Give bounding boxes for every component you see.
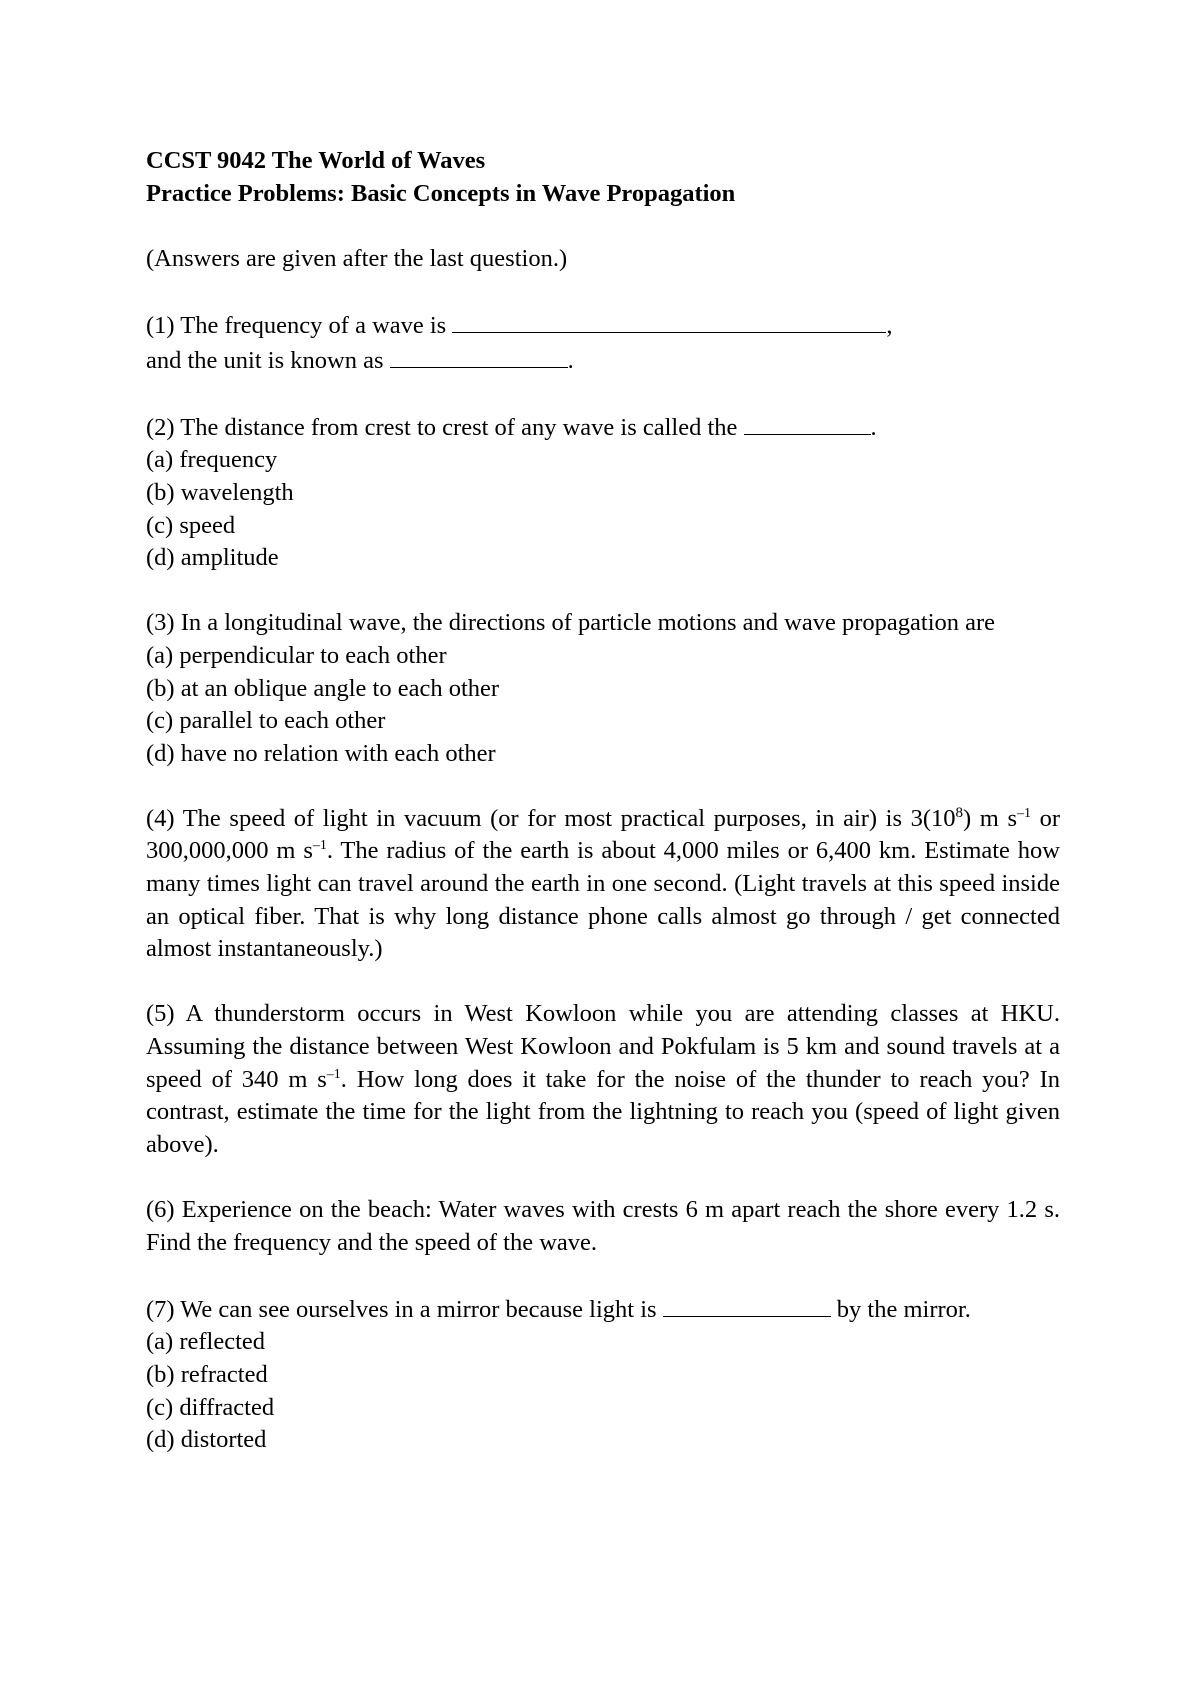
question-2-option: (b) wavelength: [146, 478, 294, 506]
question-1-text: (1) The frequency of a wave is: [146, 311, 447, 339]
question-2-option: (c) speed: [146, 511, 236, 539]
question-1-line-2: [146, 343, 1060, 378]
question-7-option: (c) diffracted: [146, 1393, 275, 1421]
question-4-text-c: m s: [979, 804, 1017, 832]
question-2-option: (d) amplitude: [146, 544, 279, 572]
question-3: [146, 607, 1060, 770]
question-3-option: (c) parallel to each other: [146, 707, 386, 735]
question-3-option: (b) at an oblique angle to each other: [146, 674, 500, 702]
question-5-text-b: . How long does it take for the noise of the thunder to reach you? In contrast, estimate the time for the light from the lightning to reach you (speed of light given above).: [146, 1065, 1060, 1158]
answer-blank-crest: [744, 410, 871, 435]
exponent-neg1: –1: [326, 1066, 341, 1082]
question-5: [146, 998, 1060, 1161]
answers-note: (Answers are given after the last question.): [146, 244, 568, 272]
course-title: CCST 9042 The World of Waves: [146, 147, 486, 174]
question-6: (6) Experience on the beach: Water waves with crests 6 m apart reach the shore every 1.2 s. Find the frequency and the speed of the wave.: [146, 1196, 1060, 1256]
question-7-option: (b) refracted: [146, 1360, 268, 1388]
question-7-option: (a) reflected: [146, 1328, 265, 1356]
question-2-period: .: [870, 413, 877, 441]
question-1-period: .: [567, 346, 574, 374]
question-4-text-e: . The radius of the earth is about 4,000 miles or 6,400 km. Estimate how many times light can travel around the earth in one second. (Light travels at this speed inside an optical fiber. That is why long distance phone calls almost go through / get connected almost instantaneously.): [146, 837, 1061, 963]
question-1: [146, 308, 1060, 377]
question-3-option: (a) perpendicular to each other: [146, 641, 447, 669]
question-3-option: (d) have no relation with each other: [146, 739, 496, 767]
question-7: [146, 1292, 1060, 1457]
question-4-text-d: or 300,000,000 m s: [146, 804, 1060, 865]
document-page: [146, 145, 1060, 1457]
question-1-unit-text: and the unit is known as: [146, 346, 384, 374]
question-7-stem: [146, 1292, 1060, 1327]
question-7-text-a: (7) We can see ourselves in a mirror because light is: [146, 1295, 657, 1323]
question-2-stem-line: [146, 410, 1060, 445]
document-subtitle: Practice Problems: Basic Concepts in Wave Propagation: [146, 179, 736, 207]
answer-blank-unit: [390, 343, 568, 368]
answer-blank-frequency: [452, 308, 886, 333]
question-7-option: (d) distorted: [146, 1426, 267, 1454]
answer-blank-mirror: [663, 1292, 831, 1317]
exponent-8: 8: [955, 804, 964, 821]
exponent-neg1: –1: [312, 838, 327, 854]
question-5-text-a: (5) A thunderstorm occurs in West Kowloon while you are attending classes at HKU. Assuming the distance between West Kowloon and Pokfulam is 5 km and sound travels at a speed of 340 m s: [146, 1000, 1060, 1093]
question-4-text-a: (4) The speed of light in vacuum (or for most practical purposes, in air) is 3(10: [146, 804, 956, 832]
question-3-stem: (3) In a longitudinal wave, the directions of particle motions and wave propagation are: [146, 609, 996, 637]
exponent-neg1: –1: [1016, 805, 1031, 821]
question-2-option: (a) frequency: [146, 446, 278, 474]
question-1-comma: ,: [886, 311, 893, 339]
question-1-line-1: [146, 308, 1060, 343]
question-4-text-b: ): [963, 804, 972, 832]
question-4: [146, 803, 1060, 966]
question-2-stem: (2) The distance from crest to crest of any wave is called the: [146, 413, 738, 441]
question-2: [146, 410, 1060, 575]
question-7-text-b: by the mirror.: [836, 1295, 971, 1323]
